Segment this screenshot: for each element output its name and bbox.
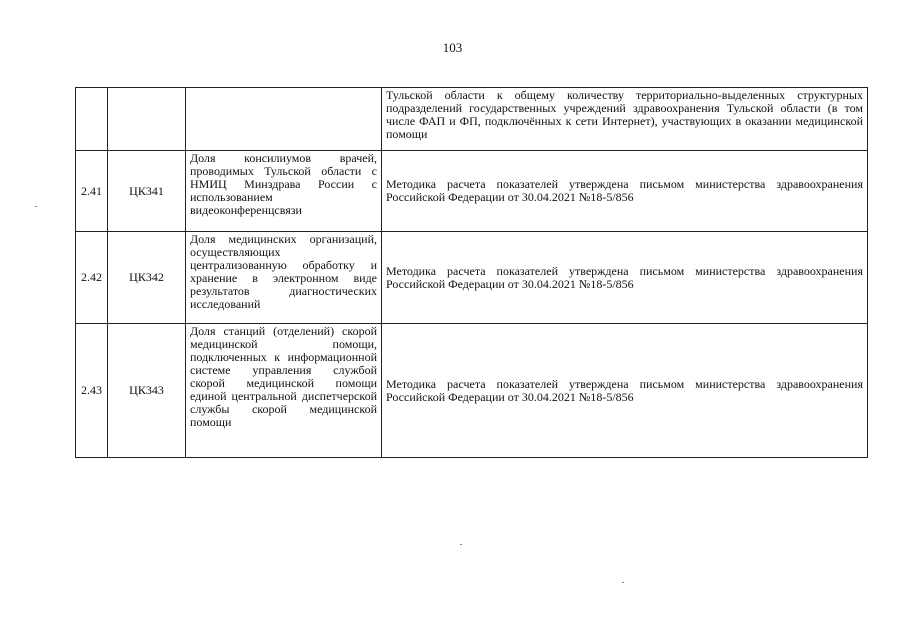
indicator-name: Доля станций (отделений) скорой медицинской помощи, подключенных к информационной системе управления службой скорой медицинской помощи единой центральной диспетчерской службы скорой медицинской помощи — [186, 324, 382, 458]
page-number: 103 — [442, 40, 463, 55]
indicator-code: ЦК343 — [108, 324, 186, 458]
scan-speck — [460, 544, 462, 545]
indicator-code — [108, 88, 186, 151]
table-row — [76, 88, 868, 151]
table-row — [76, 232, 868, 324]
row-number — [76, 88, 108, 151]
indicator-methodology: Методика расчета показателей утверждена письмом министерства здравоохранения Российской Федерации от 30.04.2021 №18-5/856 — [382, 232, 868, 324]
indicator-code: ЦК342 — [108, 232, 186, 324]
indicator-methodology: Методика расчета показателей утверждена письмом министерства здравоохранения Российской Федерации от 30.04.2021 №18-5/856 — [382, 151, 868, 232]
row-number: 2.41 — [76, 151, 108, 232]
scan-speck — [35, 206, 37, 207]
indicator-code: ЦК341 — [108, 151, 186, 232]
scan-speck — [622, 582, 624, 583]
indicator-methodology: Методика расчета показателей утверждена письмом министерства здравоохранения Российской Федерации от 30.04.2021 №18-5/856 — [382, 324, 868, 458]
indicator-name: Доля консилиумов врачей, проводимых Тульской области с НМИЦ Минздрава России с использованием видеоконференцсвязи — [186, 151, 382, 232]
indicator-name — [186, 88, 382, 151]
indicator-name: Доля медицинских организаций, осуществляющих централизованную обработку и хранение в электронном виде результатов диагностических исследований — [186, 232, 382, 324]
indicator-methodology: Тульской области к общему количеству территориально-выделенных структурных подразделений государственных учреждений здравоохранения Тульской области (в том числе ФАП и ФП, подключённых к сети Интернет), участвующих в оказании медицинской помощи — [382, 88, 868, 151]
indicator-table — [75, 87, 868, 458]
table-row — [76, 324, 868, 458]
table-row — [76, 151, 868, 232]
row-number: 2.42 — [76, 232, 108, 324]
row-number: 2.43 — [76, 324, 108, 458]
